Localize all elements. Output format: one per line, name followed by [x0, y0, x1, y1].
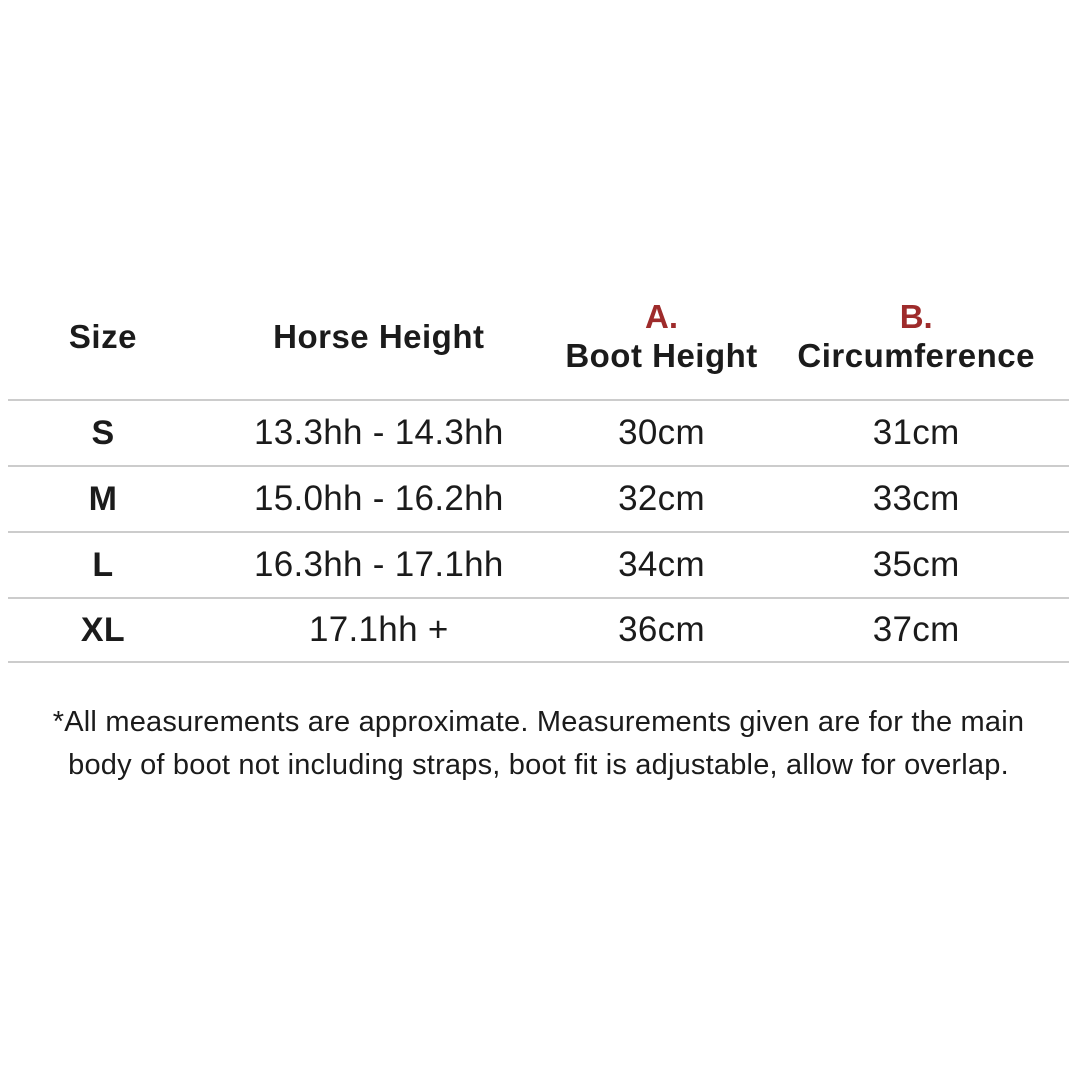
- header-horse-height-label: Horse Height: [273, 318, 485, 355]
- cell-circumference: 31cm: [763, 399, 1069, 465]
- cell-circumference: 33cm: [763, 465, 1069, 531]
- header-size-label: Size: [68, 318, 137, 355]
- cell-horse-height: 15.0hh - 16.2hh: [198, 465, 560, 531]
- sizing-table: [8, 295, 1069, 663]
- cell-boot-height: 34cm: [560, 531, 764, 597]
- cell-horse-height: 13.3hh - 14.3hh: [198, 399, 560, 465]
- cell-horse-height: 16.3hh - 17.1hh: [198, 531, 560, 597]
- cell-boot-height: 30cm: [560, 399, 764, 465]
- measurements-footnote: *All measurements are approximate. Measurements given are for the main body of boot not including straps, boot fit is adjustable, allow for overlap.: [52, 706, 1025, 781]
- header-horse-height: [198, 295, 560, 379]
- header-circumference: [763, 295, 1069, 379]
- header-circumference-label: Circumference: [797, 337, 1035, 374]
- header-circumference-letter: B.: [899, 298, 933, 335]
- table-row-l: [8, 531, 1069, 597]
- header-boot-height-label: Boot Height: [565, 337, 758, 374]
- table-row-xl: [8, 597, 1069, 663]
- cell-size: S: [8, 399, 198, 465]
- cell-boot-height: 32cm: [560, 465, 764, 531]
- table-row-s: [8, 399, 1069, 465]
- cell-size: L: [8, 531, 198, 597]
- table-header-row: [8, 295, 1069, 399]
- cell-boot-height: 36cm: [560, 597, 764, 663]
- cell-circumference: 35cm: [763, 531, 1069, 597]
- header-boot-height: [560, 295, 764, 379]
- cell-size: XL: [8, 597, 198, 663]
- cell-horse-height: 17.1hh +: [198, 597, 560, 663]
- cell-size: M: [8, 465, 198, 531]
- header-boot-height-letter: A.: [645, 298, 679, 335]
- table-row-m: [8, 465, 1069, 531]
- cell-circumference: 37cm: [763, 597, 1069, 663]
- header-size: [8, 295, 198, 379]
